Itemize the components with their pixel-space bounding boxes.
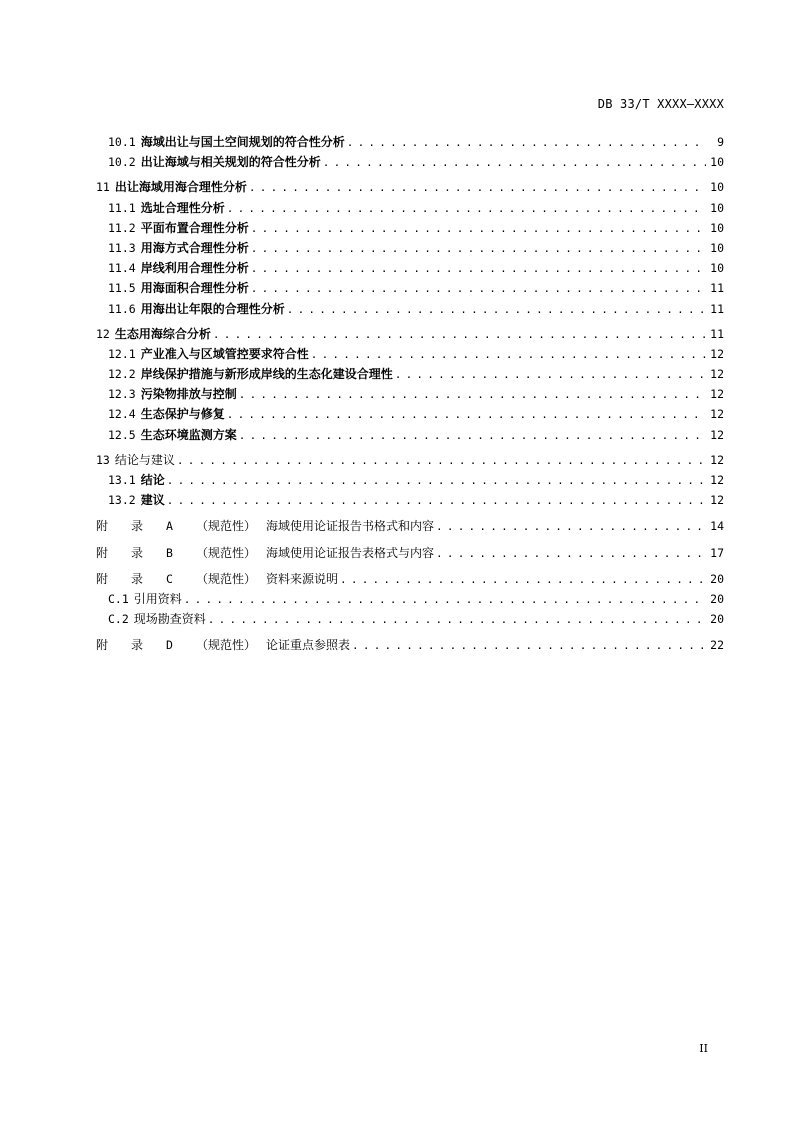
toc-entry-number: 11.5 (108, 281, 136, 296)
toc-entry-page: 9 (717, 135, 724, 149)
toc-entry-page: 11 (710, 281, 724, 296)
dot-leader (213, 325, 706, 345)
appendix-word-1: 附 (96, 571, 109, 586)
toc-entry-13-2[interactable] (96, 490, 724, 510)
dot-leader (395, 365, 706, 385)
toc-entry-number: 10.2 (108, 155, 136, 170)
toc-entry-title: 选址合理性分析 (140, 200, 225, 215)
appendix-word-1: 附 (96, 519, 109, 534)
toc-entry-page: 12 (710, 493, 724, 508)
dot-leader (251, 239, 706, 259)
toc-appendix-d[interactable] (96, 635, 724, 655)
toc-entry-number: 11.2 (108, 220, 136, 235)
appendix-title: 论证重点参照表 (266, 638, 351, 653)
toc-entry-title: 出让海域用海合理性分析 (114, 180, 247, 195)
toc-entry-page: 12 (710, 346, 724, 361)
appendix-title: 海域使用论证报告书格式和内容 (266, 519, 435, 534)
dot-leader (239, 426, 706, 446)
toc-entry-page: 11 (710, 326, 724, 341)
page-number: II (699, 1042, 708, 1055)
toc-entry-number: 12.5 (108, 427, 136, 442)
toc-entry-page: 12 (710, 367, 724, 382)
toc-entry-title: 产业准入与区域管控要求符合性 (140, 346, 309, 361)
toc-entry-number: 13 (96, 452, 110, 467)
toc-entry-title: 出让海域与相关规划的符合性分析 (140, 155, 321, 170)
dot-leader (311, 345, 706, 365)
appendix-type: （规范性） (195, 519, 256, 534)
toc-entry-number: 13.1 (108, 473, 136, 487)
toc-entry-page: 20 (710, 591, 724, 606)
toc-entry-title: 建议 (140, 493, 165, 508)
table-of-contents (96, 132, 724, 656)
toc-entry-11-3[interactable] (96, 238, 724, 258)
toc-appendix-b[interactable] (96, 543, 724, 563)
toc-entry-10-2[interactable] (96, 152, 724, 172)
toc-entry-title: 岸线保护措施与新形成岸线的生态化建设合理性 (140, 367, 393, 382)
dot-leader (239, 385, 706, 405)
toc-entry-number: 10.1 (108, 135, 136, 149)
toc-entry-12-3[interactable] (96, 384, 724, 404)
dot-leader (340, 570, 706, 590)
appendix-word-1: 附 (96, 638, 109, 653)
toc-entry-number: C.1 (108, 591, 129, 606)
toc-entry-12-4[interactable] (96, 404, 724, 424)
toc-entry-title: 用海出让年限的合理性分析 (140, 301, 285, 316)
toc-entry-page: 10 (710, 180, 724, 195)
appendix-type: （规范性） (195, 571, 256, 586)
dot-leader (251, 219, 706, 239)
toc-entry-page: 17 (710, 545, 724, 560)
dot-leader (436, 544, 706, 564)
toc-entry-page: 12 (710, 452, 724, 467)
toc-entry-number: 12.3 (108, 387, 136, 402)
appendix-letter: B (166, 545, 173, 560)
toc-entry-title: 生态保护与修复 (140, 407, 225, 422)
appendix-label (96, 516, 256, 536)
toc-entry-page: 11 (710, 301, 724, 316)
appendix-word-1: 附 (96, 545, 109, 560)
toc-entry-title: 平面布置合理性分析 (140, 220, 249, 235)
dot-leader (249, 178, 706, 198)
dot-leader (436, 517, 706, 537)
toc-entry-page: 12 (710, 407, 724, 422)
toc-entry-number: 13.2 (108, 493, 136, 508)
toc-entry-page: 12 (710, 427, 724, 442)
dot-leader (227, 199, 706, 219)
dot-leader (347, 133, 706, 153)
dot-leader (177, 451, 706, 471)
toc-entry-12[interactable] (96, 324, 724, 344)
toc-entry-title: 生态用海综合分析 (114, 326, 211, 341)
toc-entry-title: 引用资料 (133, 591, 182, 606)
toc-entry-number: 11.1 (108, 200, 136, 215)
appendix-letter: C (166, 571, 173, 586)
toc-entry-title: 岸线利用合理性分析 (140, 261, 249, 276)
dot-leader (251, 279, 706, 299)
toc-entry-number: 11.3 (108, 240, 136, 255)
toc-appendix-c[interactable] (96, 569, 724, 589)
toc-entry-number: 12.1 (108, 346, 136, 361)
toc-entry-11-2[interactable] (96, 218, 724, 238)
dot-leader (167, 471, 706, 491)
dot-leader (287, 300, 706, 320)
toc-entry-number: C.2 (108, 612, 129, 627)
appendix-word-2: 录 (131, 571, 144, 586)
toc-entry-number: 11.4 (108, 261, 136, 276)
toc-entry-11-5[interactable] (96, 278, 724, 298)
toc-entry-page: 22 (710, 638, 724, 653)
toc-entry-page: 12 (710, 387, 724, 402)
toc-entry-number: 11.6 (108, 301, 136, 316)
appendix-letter: D (166, 638, 173, 653)
dot-leader (251, 259, 706, 279)
toc-entry-title: 现场勘查资料 (133, 612, 206, 627)
dot-leader (184, 590, 706, 610)
dot-leader (352, 636, 706, 656)
dot-leader (208, 610, 706, 630)
appendix-word-2: 录 (131, 545, 144, 560)
toc-entry-11-1[interactable] (96, 198, 724, 218)
toc-entry-10-1[interactable] (96, 132, 724, 152)
toc-entry-title: 用海方式合理性分析 (140, 240, 249, 255)
appendix-label (96, 543, 256, 563)
toc-entry-c-1[interactable] (96, 589, 724, 609)
toc-entry-page: 20 (710, 571, 724, 586)
toc-entry-11-6[interactable] (96, 299, 724, 319)
dot-leader (323, 153, 706, 173)
toc-entry-13-1[interactable] (96, 470, 724, 490)
toc-entry-12-2[interactable] (96, 364, 724, 384)
toc-entry-number: 11 (96, 180, 110, 195)
toc-entry-page: 10 (710, 240, 724, 255)
toc-entry-11[interactable] (96, 177, 724, 197)
document-code: DB 33/T XXXX—XXXX (597, 97, 724, 111)
toc-entry-page: 14 (710, 519, 724, 534)
toc-entry-page: 10 (710, 261, 724, 276)
appendix-label (96, 635, 256, 655)
appendix-letter: A (166, 519, 173, 534)
toc-entry-page: 10 (710, 200, 724, 215)
appendix-title: 资料来源说明 (266, 571, 339, 586)
toc-entry-title: 结论与建议 (114, 452, 175, 467)
toc-entry-page: 12 (710, 473, 724, 487)
toc-entry-11-4[interactable] (96, 258, 724, 278)
appendix-word-2: 录 (131, 519, 144, 534)
toc-entry-title: 生态环境监测方案 (140, 427, 237, 442)
toc-entry-page: 10 (710, 155, 724, 170)
toc-appendix-a[interactable] (96, 516, 724, 536)
toc-entry-number: 12.4 (108, 407, 136, 422)
appendix-title: 海域使用论证报告表格式与内容 (266, 545, 435, 560)
toc-entry-title: 用海面积合理性分析 (140, 281, 249, 296)
toc-entry-page: 20 (710, 612, 724, 627)
appendix-type: （规范性） (195, 545, 256, 560)
appendix-word-2: 录 (131, 638, 144, 653)
toc-entry-title: 结论 (140, 473, 165, 487)
toc-entry-12-5[interactable] (96, 425, 724, 445)
dot-leader (167, 491, 706, 511)
toc-entry-number: 12.2 (108, 367, 136, 382)
toc-entry-c-2[interactable] (96, 609, 724, 629)
appendix-label (96, 569, 256, 589)
toc-entry-13[interactable] (96, 450, 724, 470)
toc-entry-title: 海域出让与国土空间规划的符合性分析 (140, 135, 345, 149)
dot-leader (227, 405, 706, 425)
appendix-type: （规范性） (195, 638, 256, 653)
toc-entry-12-1[interactable] (96, 344, 724, 364)
toc-entry-number: 12 (96, 326, 110, 341)
toc-entry-page: 10 (710, 220, 724, 235)
toc-entry-title: 污染物排放与控制 (140, 387, 237, 402)
